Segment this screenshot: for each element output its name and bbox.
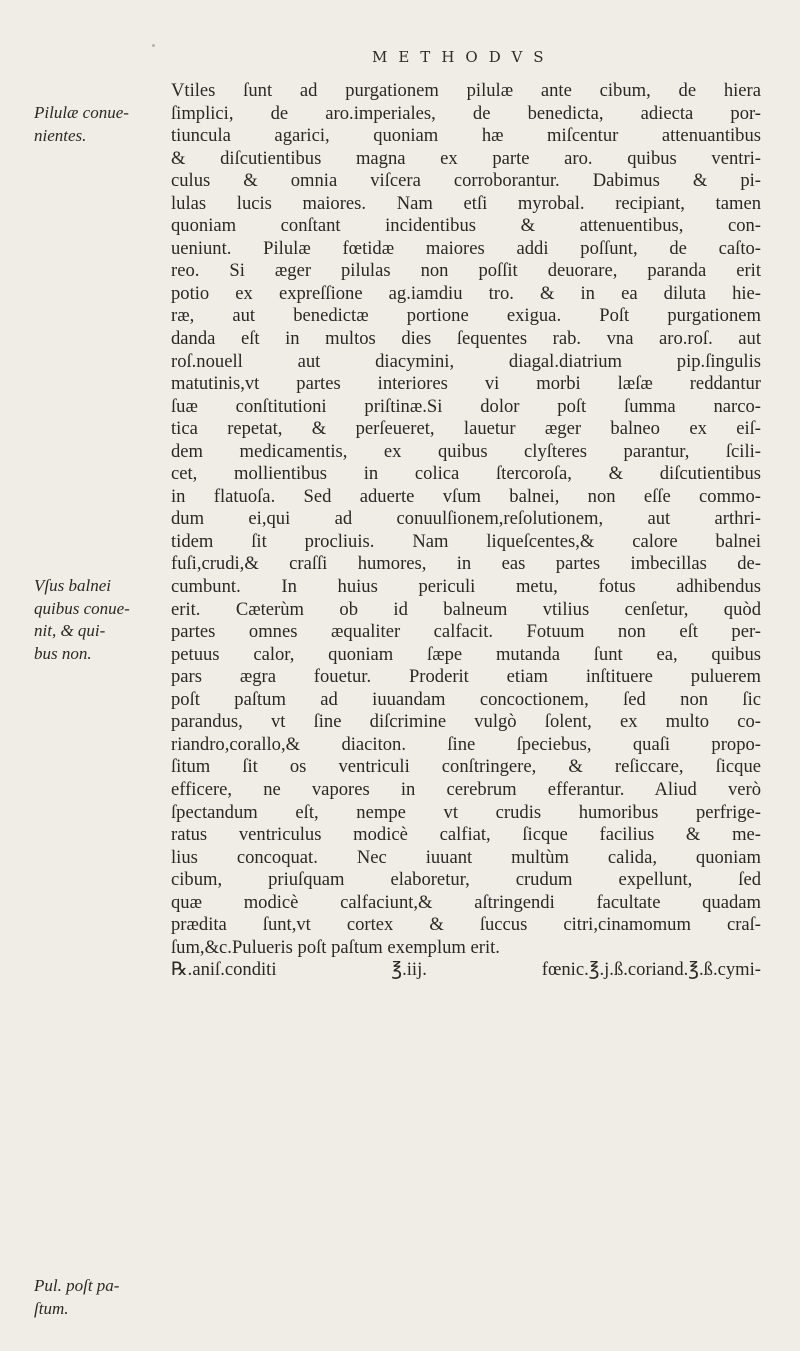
text-line: danda eſt in multos dies ſequentes rab. vna aro.roſ. aut: [171, 328, 761, 350]
text-line: ℞.aniſ.conditi ℥.iij. fœnic.℥.j.ß.coriand.℥.ß.cymi-: [171, 959, 761, 981]
text-line: fuſi,crudi,& craſſi humores, in eas partes imbecillas de-: [171, 553, 761, 575]
main-text-block: [171, 80, 771, 982]
margin-note-pilulae: Pilulæ conue- nientes.: [34, 103, 129, 145]
text-line: tica repetat, & perſeueret, lauetur æger balneo ex eiſ-: [171, 418, 761, 440]
text-line: prædita ſunt,vt cortex & ſuccus citri,cinamomum craſ-: [171, 914, 761, 936]
text-line: dem medicamentis, ex quibus clyſteres parantur, ſcili-: [171, 440, 761, 462]
text-line: reo. Si æger pilulas non poſſit deuorare, paranda erit: [171, 260, 761, 282]
text-line: pars ægra fouetur. Proderit etiam inſtituere puluerem: [171, 666, 761, 688]
text-line: tiuncula agarici, quoniam hæ miſcentur attenuantibus: [171, 125, 761, 147]
text-line: culus & omnia viſcera corroborantur. Dabimus & pi-: [171, 170, 761, 192]
text-line: cet, mollientibus in colica ſtercoroſa, & diſcutientibus: [171, 463, 761, 485]
text-line: ratus ventriculus modicè calfiat, ſicque facilius & me-: [171, 824, 761, 846]
text-line: quoniam conſtant incidentibus & attenuentibus, con-: [171, 215, 761, 237]
text-line: petuus calor, quoniam ſæpe mutanda ſunt ea, quibus: [171, 643, 761, 665]
text-line: poſt paſtum ad iuuandam concoctionem, ſed non ſic: [171, 688, 761, 710]
text-line: matutinis,vt partes interiores vi morbi læſæ reddantur: [171, 373, 761, 395]
text-line: ſimplici, de aro.imperiales, de benedicta, adiecta por-: [171, 102, 761, 124]
text-line: efficere, ne vapores in cerebrum efferantur. Aliud verò: [171, 778, 761, 800]
text-line: ſum,&c.Pulueris poſt paſtum exemplum erit.: [171, 936, 500, 958]
margin-note-pulvis: Pul. poſt pa- ſtum.: [34, 1276, 120, 1318]
text-line: quæ modicè calfaciunt,& aſtringendi facultate quadam: [171, 891, 761, 913]
running-header: METHODVS: [372, 48, 555, 66]
text-line: tidem ſit procliuis. Nam liqueſcentes,& calore balnei: [171, 530, 761, 552]
text-line: roſ.nouell aut diacymini, diagal.diatrium pip.ſingulis: [171, 350, 761, 372]
text-line: ſuæ conſtitutioni priſtinæ.Si dolor poſt ſumma narco-: [171, 395, 761, 417]
text-line: ſitum ſit os ventriculi conſtringere, & reſiccare, ſicque: [171, 756, 761, 778]
margin-note-usus-balnei: Vſus balnei quibus conue- nit, & qui- bus non.: [34, 576, 130, 663]
text-line: in flatuoſa. Sed aduerte vſum balnei, non eſſe commo-: [171, 485, 761, 507]
text-line: lulas lucis maiores. Nam etſi myrobal. recipiant, tamen: [171, 192, 761, 214]
text-line: dum ei,qui ad conuulſionem,reſolutionem, aut arthri-: [171, 508, 761, 530]
text-line: ſpectandum eſt, nempe vt crudis humoribus perfrige-: [171, 801, 761, 823]
text-line: lius concoquat. Nec iuuant multùm calida, quoniam: [171, 846, 761, 868]
text-line: riandro,corallo,& diaciton. ſine ſpeciebus, quaſi propo-: [171, 733, 761, 755]
text-line: erit. Cæterùm ob id balneum vtilius cenſetur, quòd: [171, 598, 761, 620]
text-line: partes omnes æqualiter calfacit. Fotuum non eſt per-: [171, 621, 761, 643]
text-line: cibum, priuſquam elaboretur, crudum expellunt, ſed: [171, 869, 761, 891]
text-line: cumbunt. In huius periculi metu, fotus adhibendus: [171, 576, 761, 598]
text-line: ueniunt. Pilulæ fœtidæ maiores addi poſſunt, de caſto-: [171, 237, 761, 259]
paper-speck: [152, 44, 155, 47]
text-line: potio ex expreſſione ag.iamdiu tro. & in ea diluta hie-: [171, 282, 761, 304]
text-line: parandus, vt ſine diſcrimine vulgò ſolent, ex multo co-: [171, 711, 761, 733]
text-line: Vtiles ſunt ad purgationem pilulæ ante cibum, de hiera: [171, 80, 761, 101]
text-line: & diſcutientibus magna ex parte aro. quibus ventri-: [171, 147, 761, 169]
text-line: ræ, aut benedictæ portione exigua. Poſt purgationem: [171, 305, 761, 327]
